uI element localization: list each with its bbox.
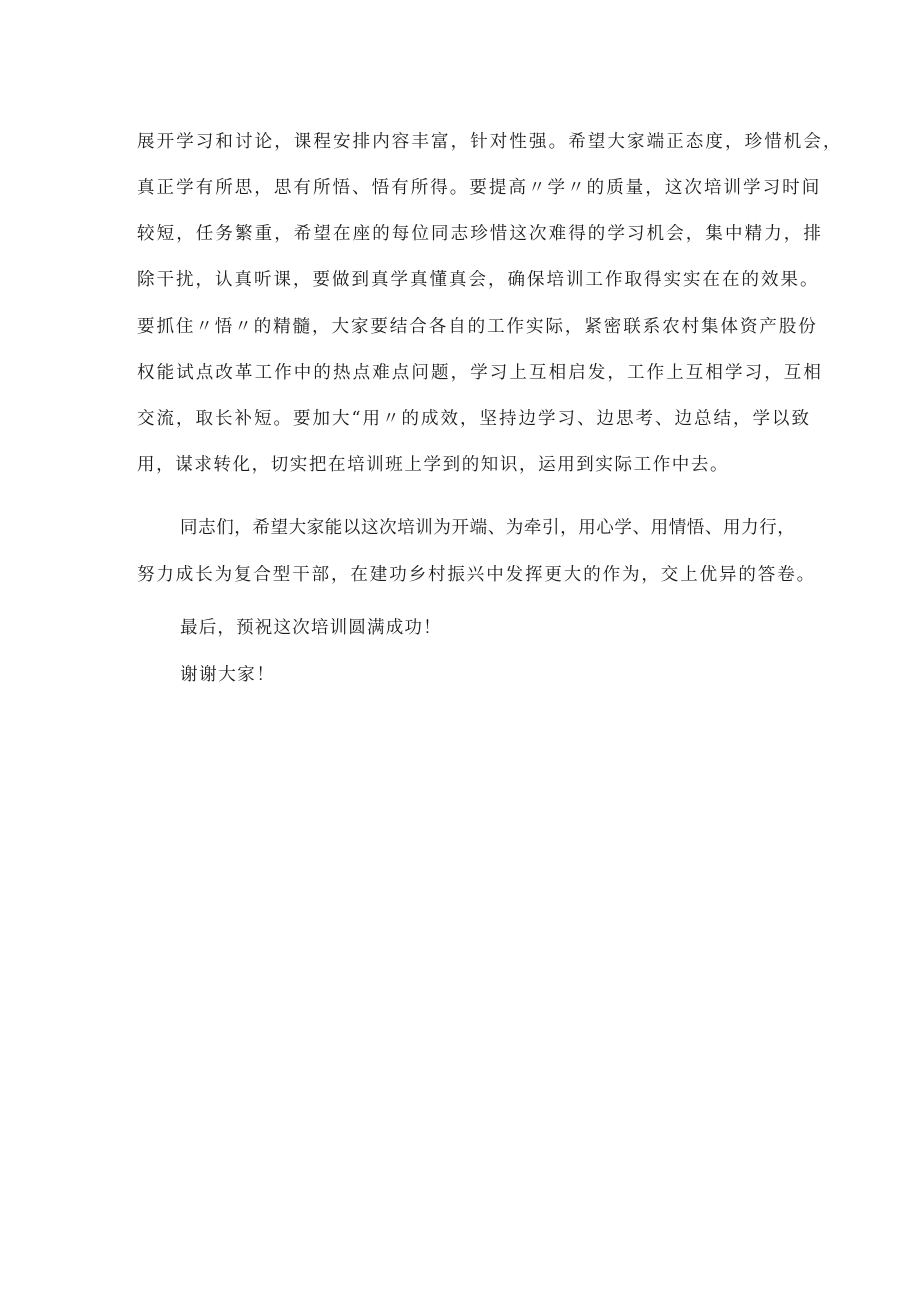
paragraph-line: 努力成长为复合型干部，在建功乡村振兴中发挥更大的作为，交上优异的答卷。	[137, 565, 816, 585]
paragraph-line: 交流，取长补短。要加大“用〃的成效，坚持边学习、边思考、边总结，学以致	[137, 409, 811, 429]
paragraph-line: 真正学有所思，思有所悟、悟有所得。要提高〃学〃的质量，这次培训学习时间	[137, 178, 822, 198]
paragraph-line: 展开学习和讨论，课程安排内容丰富，针对性强。希望大家端正态度，珍惜机会，	[137, 132, 843, 152]
closing-line: 谢谢大家！	[180, 665, 276, 685]
paragraph-line: 最后，预祝这次培训圆满成功！	[180, 618, 442, 638]
paragraph-line: 要抓住〃悟〃的精髓，大家要结合各自的工作实际，紧密联系农村集体资产股份	[137, 317, 818, 337]
paragraph-line: 同志们，希望大家能以这次培训为开端、为牵引，用心学、用情悟、用力行，	[180, 518, 796, 538]
paragraph-line: 用，谋求转化，切实把在培训班上学到的知识，运用到实际工作中去。	[137, 455, 730, 475]
paragraph-line: 权能试点改革工作中的热点难点问题，学习上互相启发，工作上互相学习，互相	[137, 363, 823, 383]
paragraph-line: 较短，任务繁重，希望在座的每位同志珍惜这次难得的学习机会，集中精力，排	[137, 224, 823, 244]
paragraph-line: 除干扰，认真听课，要做到真学真懂真会，确保培训工作取得实实在在的效果。	[137, 270, 820, 290]
